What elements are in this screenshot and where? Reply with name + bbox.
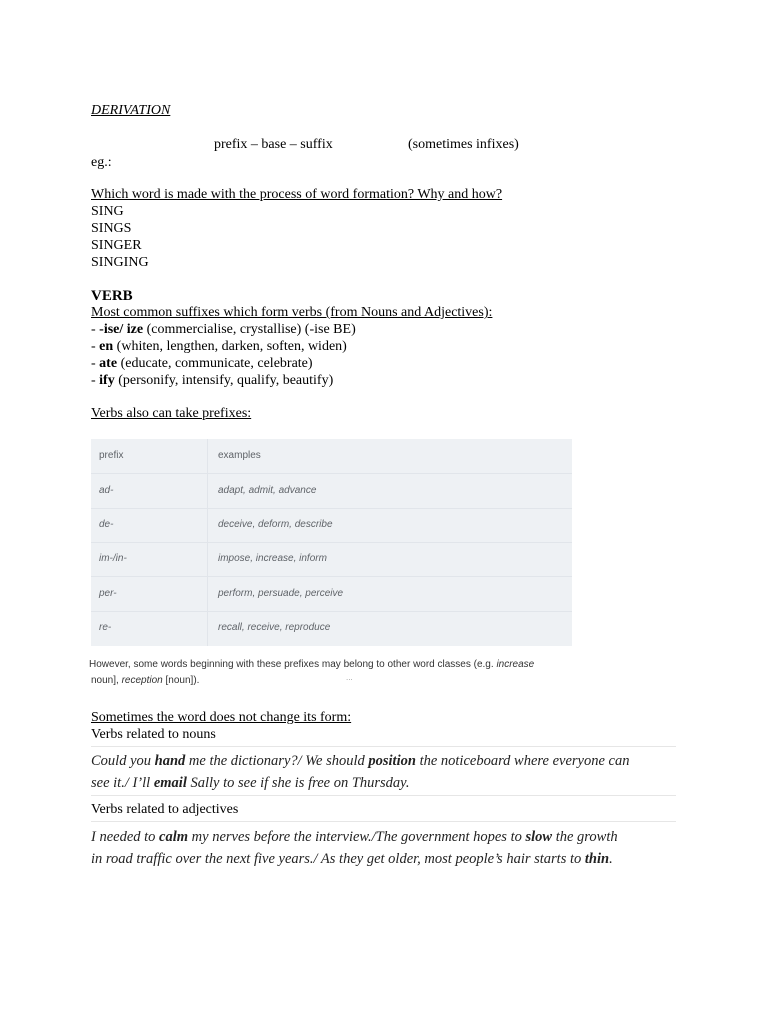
divider [91,746,676,747]
suffix-item: - en (whiten, lengthen, darken, soften, widen) [91,339,347,354]
prefix-intro: Verbs also can take prefixes: [91,406,252,421]
word-item: SINGING [91,255,149,270]
question: Which word is made with the process of word formation? Why and how? [91,187,503,202]
formula-note: (sometimes infixes) [408,137,519,152]
word-item: SING [91,204,124,219]
suffix-term: ate [99,356,118,371]
verb-title: VERB [91,288,133,304]
formula-parts: prefix – base – suffix [214,137,333,152]
adjectives-example-line-1: I needed to calm my nerves before the interview./The government hopes to slow the growth [91,829,618,845]
table-row: re- recall, receive, reproduce [99,622,331,633]
suffix-item: - ate (educate, communicate, celebrate) [91,356,313,371]
prefix-table [91,439,572,646]
word-item: SINGS [91,221,132,236]
ellipsis-mark: ... [346,673,353,682]
header-examples: examples [218,450,261,461]
verb-subtitle: Most common suffixes which form verbs (from Nouns and Adjectives): [91,305,493,320]
divider [91,821,676,822]
table-note-line-1: However, some words beginning with these prefixes may belong to other word classes (e.g. increase [89,659,535,670]
header-prefix: prefix [99,450,124,461]
suffix-item: - ify (personify, intensify, qualify, beautify) [91,373,334,388]
word-item: SINGER [91,238,142,253]
table-row: ad- adapt, admit, advance [91,474,572,509]
nouns-example-line-2: see it./ I’ll email Sally to see if she is free on Thursday. [91,775,410,791]
suffix-term: ify [99,373,115,388]
page-title: DERIVATION [91,103,171,118]
table-note-line-2: noun], reception [noun]). [91,675,200,686]
table-row: de- deceive, deform, describe [91,508,572,543]
divider [91,795,676,796]
adjectives-label: Verbs related to adjectives [91,802,239,817]
suffix-term: -ise/ ize [99,322,144,337]
suffix-term: en [99,339,114,354]
table-row: im-/in- impose, increase, inform [91,542,572,577]
nouns-label: Verbs related to nouns [91,727,216,742]
adjectives-example-line-2: in road traffic over the next five years./ As they get older, most people’s hair starts to thin. [91,851,613,867]
table-row: per- perform, persuade, perceive [91,577,572,612]
eg-label: eg.: [91,155,112,170]
no-change-title: Sometimes the word does not change its form: [91,710,352,725]
suffix-item: - -ise/ ize (commercialise, crystallise) (-ise BE) [91,322,356,337]
table-header-row [91,439,572,474]
nouns-example-line-1: Could you hand me the dictionary?/ We should position the noticeboard where everyone can [91,753,630,769]
